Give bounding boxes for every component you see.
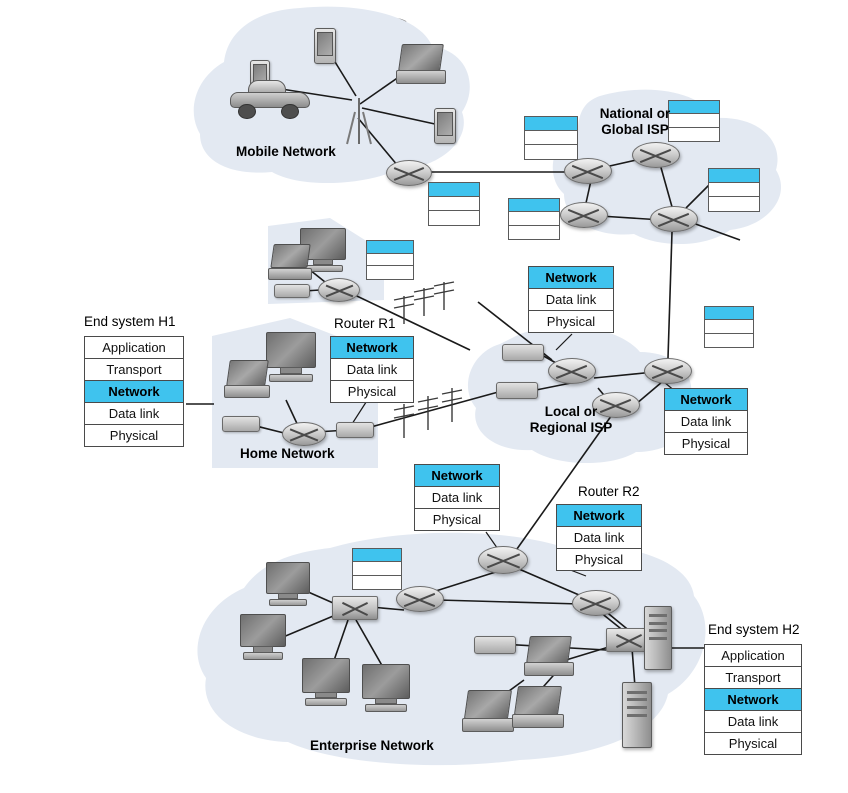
layer-transport: Transport — [705, 667, 801, 689]
router-local-isp-1 — [548, 358, 596, 384]
router-global-isp-1 — [564, 158, 612, 184]
laptop-upper-lan — [268, 244, 312, 280]
router-enterprise-right — [572, 590, 620, 616]
laptop-enterprise-1 — [524, 636, 574, 676]
layer-physical: Physical — [415, 509, 499, 530]
layer-application: Application — [705, 645, 801, 667]
label-router-r2: Router R2 — [578, 484, 640, 499]
access-point-enterprise — [474, 636, 516, 654]
access-point-home-network — [222, 416, 260, 432]
layer-network: Network — [665, 389, 747, 411]
router-enterprise-gateway — [478, 546, 528, 574]
layer-physical: Physical — [557, 549, 641, 570]
layer-network: Network — [85, 381, 183, 403]
desktop-enterprise-4 — [362, 664, 410, 712]
label-end-system-h2: End system H2 — [708, 622, 800, 637]
cell-tower-icon — [342, 98, 376, 144]
layer-physical: Physical — [85, 425, 183, 446]
layer-data-link: Data link — [557, 527, 641, 549]
layer-physical: Physical — [331, 381, 413, 402]
server-enterprise-2 — [622, 682, 652, 748]
label-enterprise-network: Enterprise Network — [310, 738, 434, 753]
mini-stack — [524, 116, 578, 160]
switch-enterprise-left — [332, 596, 378, 620]
layer-data-link: Data link — [665, 411, 747, 433]
layer-network: Network — [705, 689, 801, 711]
access-point-isp-upper — [502, 344, 544, 361]
mini-stack — [704, 306, 754, 348]
router-local-isp-3 — [644, 358, 692, 384]
layer-network: Network — [415, 465, 499, 487]
label-national-global-isp-line2: Global ISP — [601, 122, 669, 137]
label-local-regional-isp-line2: Regional ISP — [529, 420, 613, 435]
layer-network: Network — [557, 505, 641, 527]
label-local-regional-isp-line1: Local or — [544, 404, 598, 419]
laptop-enterprise-2 — [462, 690, 514, 732]
router-global-isp-3 — [560, 202, 608, 228]
label-national-global-isp-line1: National or — [599, 106, 671, 121]
mobile-phone-top — [314, 28, 336, 64]
stack-router-r2 — [556, 504, 642, 571]
layer-data-link: Data link — [529, 289, 613, 311]
router-global-isp-4 — [650, 206, 698, 232]
access-point-home-edge — [336, 422, 374, 438]
layer-application: Application — [85, 337, 183, 359]
router-global-isp-2 — [632, 142, 680, 168]
stack-top-isp — [528, 266, 614, 333]
laptop-enterprise-3 — [512, 686, 564, 728]
label-end-system-h1: End system H1 — [84, 314, 176, 329]
label-router-r1: Router R1 — [334, 316, 396, 331]
router-upper-lan — [318, 278, 360, 302]
label-mobile-network: Mobile Network — [236, 144, 336, 159]
layer-transport: Transport — [85, 359, 183, 381]
router-mobile-gateway — [386, 160, 432, 186]
mini-stack — [508, 198, 560, 240]
layer-network: Network — [331, 337, 413, 359]
router-enterprise-left — [396, 586, 444, 612]
layer-data-link: Data link — [705, 711, 801, 733]
desktop-home-network — [266, 332, 316, 382]
stack-router-r1 — [330, 336, 414, 403]
label-home-network: Home Network — [240, 446, 335, 461]
stack-right-isp — [664, 388, 748, 455]
stack-left-lower — [414, 464, 500, 531]
desktop-enterprise-2 — [240, 614, 286, 660]
laptop-home-network — [224, 360, 270, 398]
access-point-isp-lower — [496, 382, 538, 399]
desktop-enterprise-3 — [302, 658, 350, 706]
layer-physical: Physical — [705, 733, 801, 754]
stack-end-system-h1 — [84, 336, 184, 447]
layer-data-link: Data link — [331, 359, 413, 381]
mini-stack — [708, 168, 760, 212]
layer-data-link: Data link — [85, 403, 183, 425]
stack-end-system-h2 — [704, 644, 802, 755]
access-point-upper-lan — [274, 284, 310, 298]
mini-stack — [428, 182, 480, 226]
laptop-mobile-network — [396, 44, 446, 84]
mini-stack — [352, 548, 402, 590]
car-body-shape — [230, 78, 310, 118]
router-home-network — [282, 422, 326, 446]
server-enterprise-1 — [644, 606, 672, 670]
layer-data-link: Data link — [415, 487, 499, 509]
layer-physical: Physical — [665, 433, 747, 454]
layer-physical: Physical — [529, 311, 613, 332]
mini-stack — [366, 240, 414, 280]
desktop-enterprise-1 — [266, 562, 310, 606]
layer-network: Network — [529, 267, 613, 289]
mobile-phone-right — [434, 108, 456, 144]
